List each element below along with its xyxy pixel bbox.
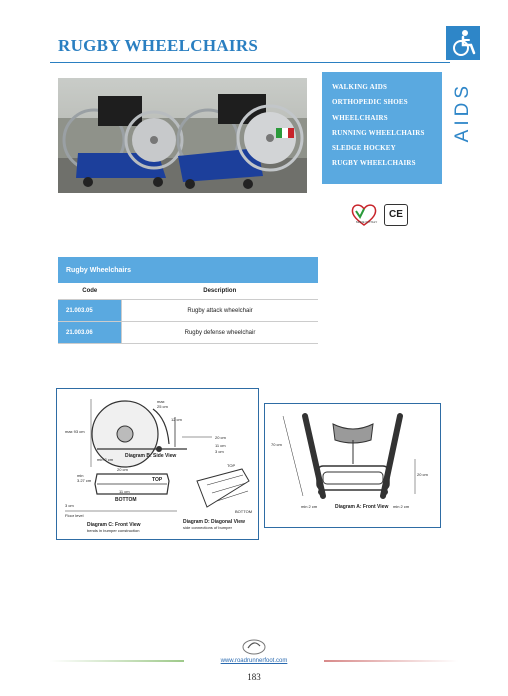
dim-max-label: max [157,399,165,404]
front-view-a-label: Diagram A: Front View [335,504,389,510]
website-link[interactable]: www.roadrunnerfoot.com [220,658,288,664]
page-number: 183 [247,672,261,682]
product-table [58,257,318,344]
dim-20cm-label-side: 20 cm [215,435,226,440]
made-in-italy-mark-icon [350,203,378,232]
technical-diagram-a [264,403,441,528]
dim-12cm-label: 12 cm [171,417,182,422]
dim-min-label: min [77,473,84,478]
product-code: 21.003.05 [58,300,122,322]
bottom-label: BOTTOM [115,497,137,503]
product-photo [58,78,307,193]
menu-item-walking-aids[interactable]: WALKING AIDS [332,83,388,91]
menu-item-wheelchairs[interactable]: WHEELCHAIRS [332,113,388,122]
side-view-label: Diagram B: Side View [125,453,177,459]
dim-min2cm-left-label: min 2 cm [301,504,318,509]
bottom-label-diagonal: BOTTOM [235,509,253,514]
column-header-description: Description [122,283,319,300]
menu-item-running-wheelchairs[interactable]: RUNNING WHEELCHAIRS [332,128,425,137]
page-title: RUGBY WHEELCHAIRS [58,36,259,55]
product-code: 21.003.06 [58,322,122,344]
dim-min93-label: max 93 cm [65,429,85,434]
dim-70cm-label: 70 cm [271,442,282,447]
dim-min2cm-right-label: min 2 cm [393,504,410,509]
dim-25cm-label: 25 cm [157,404,168,409]
dim-min2-label: min 2 cm [97,457,114,462]
dim-11cm-label-front: 11 cm [119,489,130,494]
menu-item-sledge-hockey[interactable]: SLEDGE HOCKEY [332,144,396,153]
diagonal-view-note: side connections of bumper [183,525,232,530]
table-row [58,322,318,344]
product-description: Rugby attack wheelchair [122,300,319,322]
front-view-c-note: bends in bumper construction [87,528,140,533]
top-label-diagonal: TOP [227,463,236,468]
dim-20cm-label-front: 20 cm [117,467,128,472]
table-row [58,300,318,322]
ce-mark: CE [384,204,408,226]
dim-3cm-label-front: 3 cm [65,503,74,508]
diagonal-view-label: Diagram D: Diagonal View [183,519,245,525]
floor-level-label: Floor level [65,513,84,518]
front-view-c-label: Diagram C: Front View [87,522,141,528]
technical-diagram-b-c-d [56,388,259,540]
category-menu [322,72,442,184]
menu-item-orthopedic-shoes[interactable]: ORTHOPEDIC SHOES [332,98,408,107]
wheelchair-icon [446,26,480,60]
table-title: Rugby Wheelchairs [58,257,318,283]
dim-20cm-label-right: 20 cm [417,472,428,477]
dim-327cm-label: 3.27 cm [77,478,92,483]
product-description: Rugby defense wheelchair [122,322,319,344]
menu-item-rugby-wheelchairs[interactable]: RUGBY WHEELCHAIRS [332,159,416,168]
dim-3cm-label-side: 3 cm [215,449,224,454]
category-vertical-label: AIDS [452,82,473,143]
title-divider [50,62,450,63]
svg-text:MADE IN ITALY: MADE IN ITALY [356,220,378,224]
dim-11cm-label-side: 11 cm [215,443,226,448]
column-header-code: Code [58,283,122,300]
top-label: TOP [152,477,163,483]
